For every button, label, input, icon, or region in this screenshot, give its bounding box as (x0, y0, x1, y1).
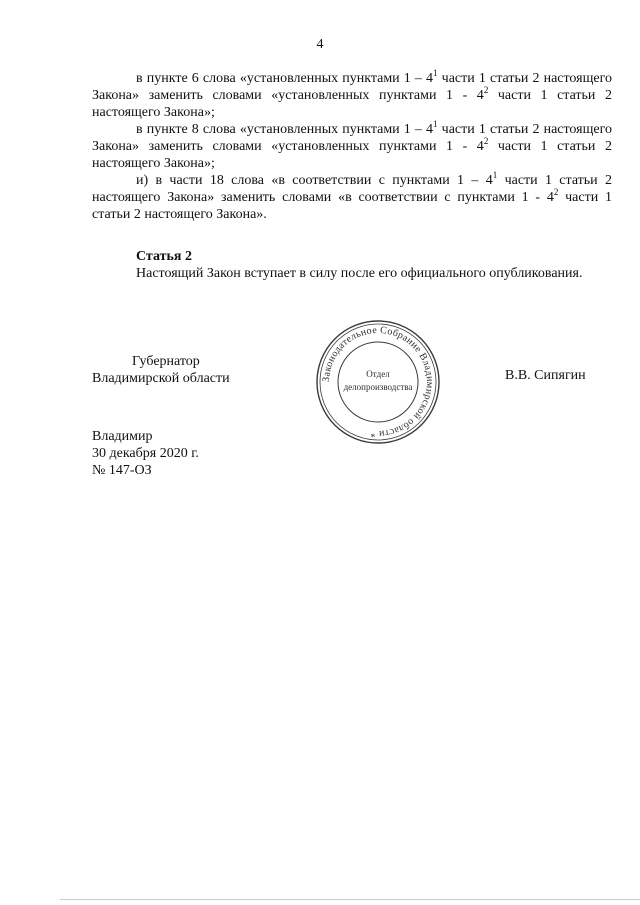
article-heading: Статья 2 (136, 249, 192, 264)
paragraph-text: в пункте 8 слова «установленных пунктами 1 – 4 (136, 122, 434, 137)
footer-date: 30 декабря 2020 г. (92, 446, 199, 461)
signatory-title-line2: Владимирской области (92, 371, 230, 386)
paragraph-text: части 1 статьи 2 настоящего Закона» заменить словами «установленных пунктами 1 - 4 (92, 122, 612, 154)
footer-law-number: № 147-ОЗ (92, 463, 152, 478)
paragraph-text: части 1 статьи 2 настоящего Закона»; (92, 88, 612, 120)
amendment-paragraph-1 (92, 70, 612, 121)
signatory-title-line1: Губернатор (132, 354, 200, 369)
paragraph-text: части 1 статьи 2 настоящего Закона». (92, 190, 612, 222)
paragraph-text: части 1 статьи 2 настоящего Закона»; (92, 139, 612, 171)
document-footer (92, 428, 199, 479)
seal-ring-text: Законодательное Собрание Владимирской области * (320, 324, 436, 440)
signatory-name: В.В. Сипягин (505, 368, 586, 383)
superscript: 2 (483, 136, 489, 146)
official-seal-stamp (313, 317, 443, 447)
paragraph-text: части 1 статьи 2 настоящего Закона» заменить словами «установленных пунктами 1 - 4 (92, 71, 612, 103)
seal-center-line1: Отдел (366, 369, 390, 379)
page-bottom-edge (60, 899, 640, 900)
seal-center-line2: делопроизводства (343, 382, 413, 392)
article-text: Настоящий Закон вступает в силу после его официального опубликования. (136, 266, 583, 281)
amendment-paragraph-3 (92, 172, 612, 223)
paragraph-text: в пункте 6 слова «установленных пунктами 1 – 4 (136, 71, 434, 86)
document-body (92, 70, 612, 282)
paragraph-text: части 1 статьи 2 настоящего Закона» заменить словами «в соответствии с пунктами 1 - 4 (92, 173, 612, 205)
paragraph-text: и) в части 18 слова «в соответствии с пунктами 1 – 4 (136, 173, 493, 188)
page-number: 4 (316, 37, 324, 52)
superscript: 2 (483, 85, 489, 95)
superscript: 1 (433, 119, 438, 129)
superscript: 2 (553, 187, 559, 197)
superscript: 1 (433, 68, 438, 78)
amendment-paragraph-2 (92, 121, 612, 172)
footer-city: Владимир (92, 429, 153, 444)
signatory-title (92, 353, 262, 387)
superscript: 1 (492, 170, 498, 180)
